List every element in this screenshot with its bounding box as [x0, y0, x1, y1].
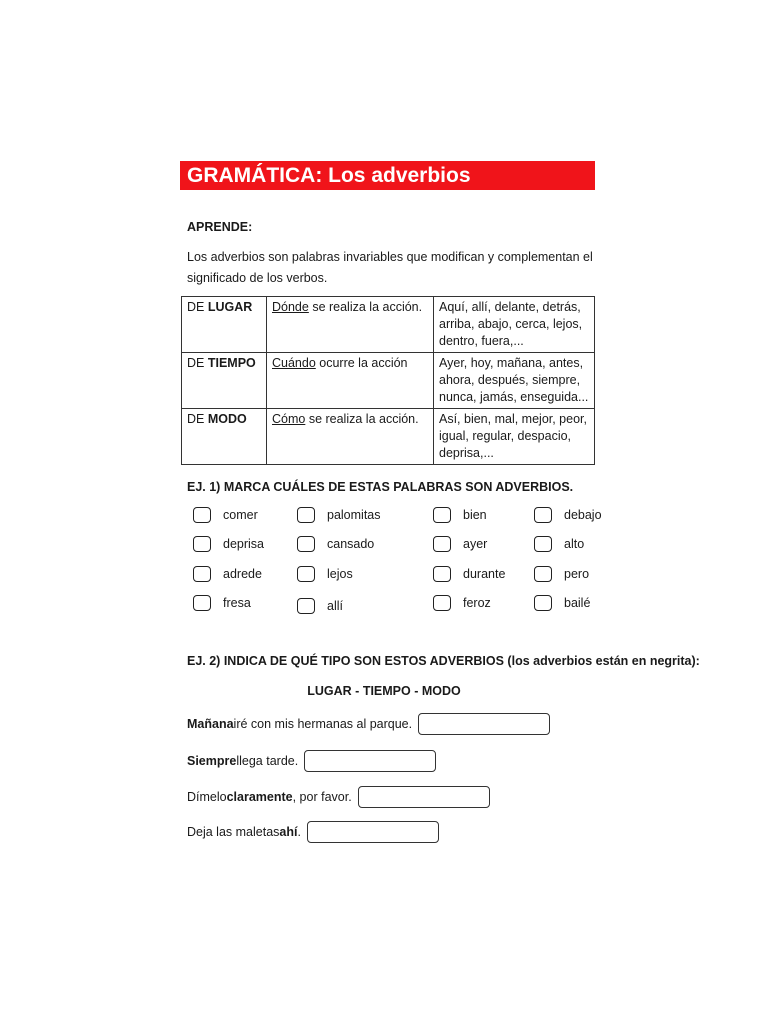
checkbox[interactable]: [433, 566, 451, 582]
checkbox[interactable]: [534, 507, 552, 523]
option-alto[interactable]: alto: [534, 536, 584, 552]
examples-cell: Ayer, hoy, mañana, antes, ahora, después, siempre, nunca, jamás, enseguida...: [434, 353, 595, 409]
option-palomitas[interactable]: palomitas: [297, 507, 381, 523]
checkbox[interactable]: [433, 595, 451, 611]
answer-field[interactable]: [358, 786, 490, 808]
worksheet-title: GRAMÁTICA: Los adverbios: [180, 161, 595, 190]
table-row: [182, 353, 595, 409]
option-alli[interactable]: allí: [297, 598, 343, 614]
sentence-row: Deja las maletas ahí .: [187, 821, 439, 843]
sentence-row: Mañana iré con mis hermanas al parque.: [187, 713, 550, 735]
question-cell: Cómo se realiza la acción.: [267, 409, 434, 465]
examples-cell: Aquí, allí, delante, detrás, arriba, abajo, cerca, lejos, dentro, fuera,...: [434, 297, 595, 353]
intro-text: Los adverbios son palabras invariables que modifican y complementan el significado de los verbos.: [187, 250, 593, 285]
option-baile[interactable]: bailé: [534, 595, 590, 611]
type-cell: DE TIEMPO: [182, 353, 267, 409]
option-feroz[interactable]: feroz: [433, 595, 491, 611]
option-bien[interactable]: bien: [433, 507, 487, 523]
answer-field[interactable]: [304, 750, 436, 772]
option-adrede[interactable]: adrede: [193, 566, 262, 582]
checkbox[interactable]: [534, 536, 552, 552]
option-debajo[interactable]: debajo: [534, 507, 602, 523]
option-comer[interactable]: comer: [193, 507, 258, 523]
option-pero[interactable]: pero: [534, 566, 589, 582]
exercise-2-heading: EJ. 2) INDICA DE QUÉ TIPO SON ESTOS ADVERBIOS (los adverbios están en negrita):: [187, 654, 700, 668]
checkbox[interactable]: [297, 566, 315, 582]
checkbox[interactable]: [193, 507, 211, 523]
checkbox[interactable]: [534, 595, 552, 611]
learn-heading: APRENDE:: [187, 220, 253, 234]
table-row: [182, 297, 595, 353]
checkbox[interactable]: [193, 566, 211, 582]
adverb-types-table: [181, 296, 595, 465]
type-cell: DE MODO: [182, 409, 267, 465]
checkbox[interactable]: [433, 536, 451, 552]
checkbox[interactable]: [534, 566, 552, 582]
option-durante[interactable]: durante: [433, 566, 505, 582]
exercise-1-heading: EJ. 1) MARCA CUÁLES DE ESTAS PALABRAS SON ADVERBIOS.: [187, 480, 574, 494]
table-row: [182, 409, 595, 465]
option-fresa[interactable]: fresa: [193, 595, 251, 611]
checkbox[interactable]: [193, 595, 211, 611]
option-deprisa[interactable]: deprisa: [193, 536, 264, 552]
question-cell: Dónde se realiza la acción.: [267, 297, 434, 353]
checkbox[interactable]: [297, 507, 315, 523]
option-lejos[interactable]: lejos: [297, 566, 353, 582]
adverb-type-options: LUGAR - TIEMPO - MODO: [307, 684, 461, 698]
checkbox[interactable]: [433, 507, 451, 523]
sentence-row: Siempre llega tarde.: [187, 750, 436, 772]
option-cansado[interactable]: cansado: [297, 536, 374, 552]
type-cell: DE LUGAR: [182, 297, 267, 353]
checkbox[interactable]: [297, 598, 315, 614]
option-ayer[interactable]: ayer: [433, 536, 487, 552]
checkbox[interactable]: [297, 536, 315, 552]
sentence-row: Dímelo claramente , por favor.: [187, 786, 490, 808]
examples-cell: Así, bien, mal, mejor, peor, igual, regular, despacio, deprisa,...: [434, 409, 595, 465]
checkbox[interactable]: [193, 536, 211, 552]
answer-field[interactable]: [418, 713, 550, 735]
answer-field[interactable]: [307, 821, 439, 843]
question-cell: Cuándo ocurre la acción: [267, 353, 434, 409]
